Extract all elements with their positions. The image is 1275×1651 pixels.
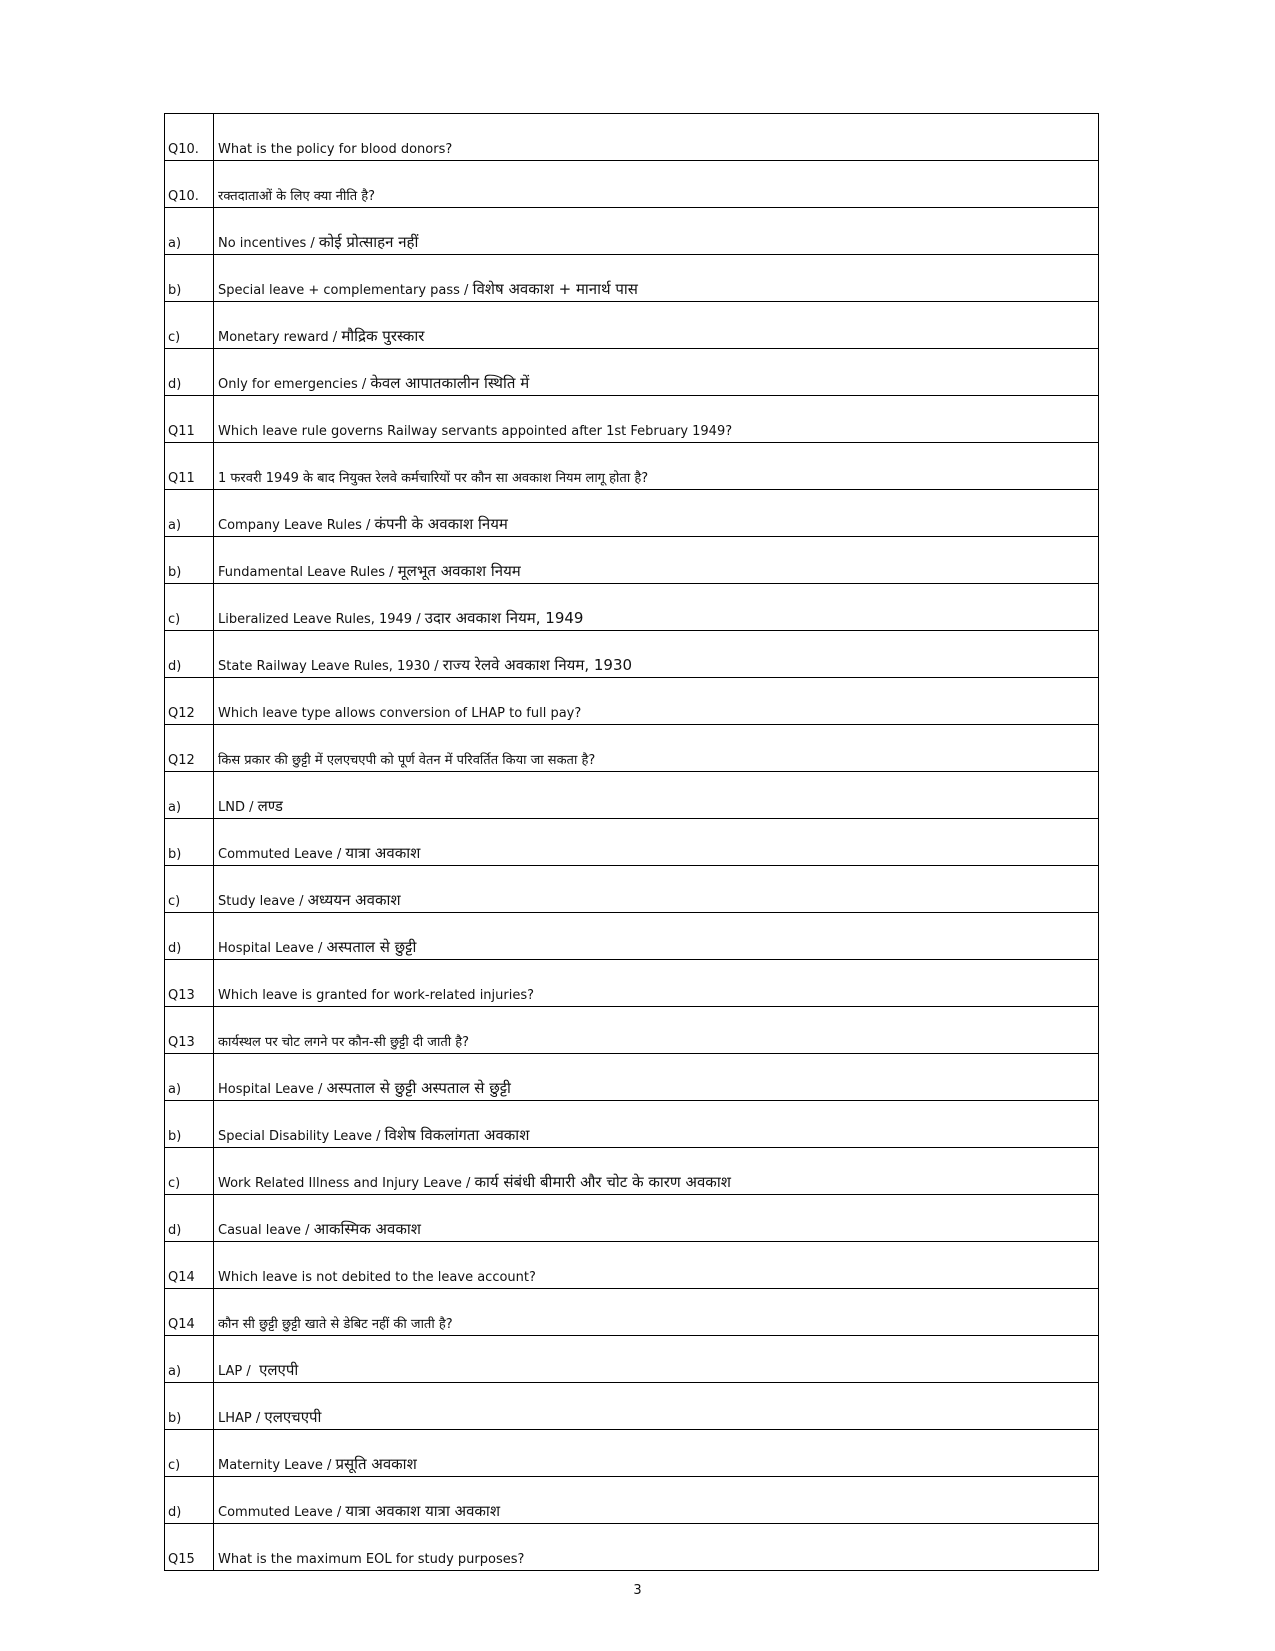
question-text (214, 161, 1099, 208)
hindi-text: कोई प्रोत्साहन नहीं (318, 233, 419, 251)
question-number: Q13 (165, 960, 214, 1007)
hindi-text: आकस्मिक अवकाश (313, 1220, 421, 1238)
hindi-text: प्रसूति अवकाश (335, 1455, 417, 1473)
option-text (214, 1054, 1099, 1101)
option-text (214, 1148, 1099, 1195)
english-text: Hospital Leave / (218, 1082, 327, 1097)
hindi-text: एलएचएपी (264, 1408, 322, 1426)
option-letter: d) (165, 631, 214, 678)
hindi-text: अस्पताल से छुट्टी (326, 938, 417, 956)
option-row (165, 1477, 1099, 1524)
option-row (165, 1195, 1099, 1242)
option-letter: d) (165, 1477, 214, 1524)
option-letter: c) (165, 866, 214, 913)
english-text: No incentives / (218, 236, 319, 251)
option-letter: b) (165, 1101, 214, 1148)
question-row (165, 1242, 1099, 1289)
english-text: Hospital Leave / (218, 941, 327, 956)
question-number: Q13 (165, 1007, 214, 1054)
hindi-text: केवल आपातकालीन स्थिति में (370, 374, 530, 392)
hindi-text: यात्रा अवकाश यात्रा अवकाश (345, 1502, 501, 1520)
option-text (214, 913, 1099, 960)
option-text (214, 1430, 1099, 1477)
option-row (165, 866, 1099, 913)
option-text (214, 490, 1099, 537)
option-text (214, 349, 1099, 396)
question-text (214, 1524, 1099, 1571)
option-text (214, 537, 1099, 584)
option-letter: a) (165, 1336, 214, 1383)
option-row (165, 208, 1099, 255)
english-text: Monetary reward / (218, 330, 342, 345)
option-row (165, 255, 1099, 302)
english-text: Commuted Leave / (218, 847, 346, 862)
option-text (214, 1336, 1099, 1383)
hindi-text: मूलभूत अवकाश नियम (397, 562, 521, 580)
english-text: Only for emergencies / (218, 377, 371, 392)
hindi-text: विशेष अवकाश + मानार्थ पास (472, 280, 638, 298)
hindi-text: किस प्रकार की छुट्टी में एलएचएपी को पूर्ण वेतन में परिवर्तित किया जा सकता है? (218, 753, 596, 768)
option-letter: d) (165, 1195, 214, 1242)
option-text (214, 631, 1099, 678)
option-text (214, 1477, 1099, 1524)
hindi-text: कार्यस्थल पर चोट लगने पर कौन-सी छुट्टी दी जाती है? (218, 1035, 470, 1050)
option-text (214, 866, 1099, 913)
option-letter: b) (165, 537, 214, 584)
option-row (165, 1383, 1099, 1430)
english-text: Maternity Leave / (218, 1458, 336, 1473)
option-letter: a) (165, 490, 214, 537)
question-number: Q15 (165, 1524, 214, 1571)
option-letter: c) (165, 1148, 214, 1195)
english-text: Which leave rule governs Railway servants appointed after 1st February 1949? (218, 424, 733, 439)
question-text (214, 114, 1099, 161)
english-text: LND / (218, 800, 258, 815)
hindi-text: राज्य रेलवे अवकाश नियम, 1930 (442, 656, 633, 674)
page-number: 3 (633, 1583, 642, 1598)
hindi-text: एलएपी (259, 1361, 299, 1379)
option-text (214, 1101, 1099, 1148)
option-letter: c) (165, 584, 214, 631)
option-letter: d) (165, 913, 214, 960)
option-text (214, 584, 1099, 631)
question-number: Q14 (165, 1289, 214, 1336)
option-letter: c) (165, 302, 214, 349)
hindi-text: अस्पताल से छुट्टी अस्पताल से छुट्टी (326, 1079, 511, 1097)
question-row (165, 725, 1099, 772)
question-text (214, 443, 1099, 490)
option-row (165, 349, 1099, 396)
english-text: Fundamental Leave Rules / (218, 565, 398, 580)
question-row (165, 1524, 1099, 1571)
question-row (165, 960, 1099, 1007)
question-table-body (165, 114, 1099, 1571)
question-row (165, 1289, 1099, 1336)
question-row (165, 396, 1099, 443)
english-text: Study leave / (218, 894, 308, 909)
hindi-text: मौद्रिक पुरस्कार (341, 327, 425, 345)
option-text (214, 208, 1099, 255)
question-table (164, 113, 1099, 1571)
english-text: Which leave is granted for work-related injuries? (218, 988, 535, 1003)
hindi-text: उदार अवकाश नियम, 1949 (424, 609, 584, 627)
option-row (165, 1336, 1099, 1383)
english-text: Casual leave / (218, 1223, 314, 1238)
option-row (165, 1054, 1099, 1101)
question-number: Q12 (165, 725, 214, 772)
option-row (165, 302, 1099, 349)
option-row (165, 772, 1099, 819)
question-number: Q12 (165, 678, 214, 725)
english-text: LAP / (218, 1364, 260, 1379)
hindi-text: लण्ड (257, 797, 283, 815)
option-letter: b) (165, 255, 214, 302)
option-letter: c) (165, 1430, 214, 1477)
hindi-text: रक्तदाताओं के लिए क्या नीति है? (218, 189, 376, 204)
english-text: Which leave type allows conversion of LHAP to full pay? (218, 706, 582, 721)
option-letter: d) (165, 349, 214, 396)
question-text (214, 678, 1099, 725)
question-number: Q10. (165, 114, 214, 161)
option-text (214, 1195, 1099, 1242)
option-row (165, 819, 1099, 866)
english-text: LHAP / (218, 1411, 265, 1426)
hindi-text: कार्य संबंधी बीमारी और चोट के कारण अवकाश (474, 1173, 731, 1191)
option-text (214, 772, 1099, 819)
english-text: State Railway Leave Rules, 1930 / (218, 659, 443, 674)
hindi-text: यात्रा अवकाश (345, 844, 421, 862)
option-row (165, 1148, 1099, 1195)
option-row (165, 537, 1099, 584)
option-letter: a) (165, 1054, 214, 1101)
hindi-text: कौन सी छुट्टी छुट्टी खाते से डेबिट नहीं की जाती है? (218, 1317, 453, 1332)
option-text (214, 255, 1099, 302)
option-letter: b) (165, 819, 214, 866)
option-letter: a) (165, 772, 214, 819)
hindi-text: अध्ययन अवकाश (307, 891, 401, 909)
question-row (165, 114, 1099, 161)
question-text (214, 1242, 1099, 1289)
english-text: Work Related Illness and Injury Leave / (218, 1176, 475, 1191)
english-text: Liberalized Leave Rules, 1949 / (218, 612, 425, 627)
question-text (214, 1289, 1099, 1336)
option-row (165, 631, 1099, 678)
question-number: Q14 (165, 1242, 214, 1289)
english-text: Commuted Leave / (218, 1505, 346, 1520)
option-letter: a) (165, 208, 214, 255)
question-row (165, 678, 1099, 725)
question-number: Q11 (165, 443, 214, 490)
english-text: What is the maximum EOL for study purposes? (218, 1552, 525, 1567)
option-row (165, 1430, 1099, 1477)
option-row (165, 1101, 1099, 1148)
english-text: What is the policy for blood donors? (218, 142, 453, 157)
option-text (214, 819, 1099, 866)
option-row (165, 913, 1099, 960)
english-text: Company Leave Rules / (218, 518, 375, 533)
question-number: Q10. (165, 161, 214, 208)
option-row (165, 584, 1099, 631)
hindi-text: कंपनी के अवकाश नियम (374, 515, 508, 533)
question-text (214, 396, 1099, 443)
option-text (214, 1383, 1099, 1430)
english-text: Special Disability Leave / (218, 1129, 385, 1144)
english-text: Which leave is not debited to the leave account? (218, 1270, 536, 1285)
question-text (214, 1007, 1099, 1054)
question-text (214, 960, 1099, 1007)
question-row (165, 1007, 1099, 1054)
option-row (165, 490, 1099, 537)
hindi-text: विशेष विकलांगता अवकाश (384, 1126, 530, 1144)
question-text (214, 725, 1099, 772)
question-row (165, 443, 1099, 490)
option-letter: b) (165, 1383, 214, 1430)
english-text: Special leave + complementary pass / (218, 283, 473, 298)
option-text (214, 302, 1099, 349)
question-number: Q11 (165, 396, 214, 443)
hindi-text: 1 फरवरी 1949 के बाद नियुक्त रेलवे कर्मचारियों पर कौन सा अवकाश नियम लागू होता है? (218, 471, 649, 486)
question-row (165, 161, 1099, 208)
